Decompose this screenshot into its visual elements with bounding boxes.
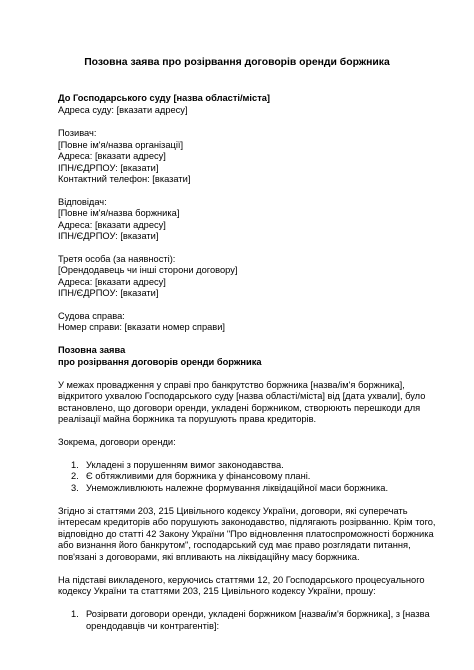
para1-line: відкритого ухвалою Господарського суду [назва області/міста] від [дата ухвали], було	[58, 391, 426, 401]
para3-line: пов'язані з договорами, які впливають на ліквідаційну масу боржника.	[58, 552, 360, 562]
court-heading: До Господарського суду [назва області/міста]	[58, 93, 271, 103]
plaintiff-address: Адреса: [вказати адресу]	[58, 151, 166, 161]
list2-item-line: орендодавців чи контрагентів]:	[86, 621, 220, 631]
para3-line: інтересам кредиторів або порушують законодавство, підлягають розірванню. Крім того,	[58, 517, 436, 527]
defendant-name: [Повне ім'я/назва боржника]	[58, 208, 180, 218]
third-party-name: [Орендодавець чи інші сторони договору]	[58, 265, 238, 275]
para4-line: кодексу України та статтями 203, 215 Цивільного кодексу України, прошу:	[58, 586, 376, 596]
plaintiff-ipn: ІПН/ЄДРПОУ: [вказати]	[58, 163, 159, 173]
court-address: Адреса суду: [вказати адресу]	[58, 105, 188, 115]
defendant-address: Адреса: [вказати адресу]	[58, 220, 166, 230]
list1-number: 1.	[71, 460, 79, 470]
para3-line: або визнання його банкрутом", господарський суд має право розглядати питання,	[58, 540, 411, 550]
list1-item: Укладені з порушенням вимог законодавства.	[86, 460, 284, 470]
defendant-label: Відповідач:	[58, 197, 107, 207]
para4-line: На підставі викладеного, керуючись статтями 12, 20 Господарського процесуального	[58, 575, 425, 585]
para1-line: встановлено, що договори оренди, укладені боржником, створюють перешкоди для	[58, 403, 421, 413]
document-title: Позовна заява про розірвання договорів оренди боржника	[84, 57, 390, 68]
claim-heading-line-2: про розірвання договорів оренди боржника	[58, 357, 262, 367]
para1-line: реалізації майна боржника та порушують права кредиторів.	[58, 414, 317, 424]
plaintiff-name: [Повне ім'я/назва організації]	[58, 140, 184, 150]
list2-item-line: Розірвати договори оренди, укладені боржником [назва/ім'я боржника], з [назва	[86, 609, 430, 619]
list2-number: 1.	[71, 609, 79, 619]
third-party-label: Третя особа (за наявності):	[58, 254, 176, 264]
plaintiff-phone: Контактний телефон: [вказати]	[58, 174, 191, 184]
third-party-ipn: ІПН/ЄДРПОУ: [вказати]	[58, 288, 159, 298]
list1-item: Є обтяжливими для боржника у фінансовому плані.	[86, 471, 311, 481]
case-number: Номер справи: [вказати номер справи]	[58, 322, 226, 332]
list1-number: 2.	[71, 471, 79, 481]
para3-line: відповідно до статті 42 Закону України "Про відновлення платоспроможності боржника	[58, 529, 434, 539]
para3-line: Згідно зі статтями 203, 215 Цивільного кодексу України, договори, які суперечать	[58, 506, 408, 516]
third-party-address: Адреса: [вказати адресу]	[58, 277, 166, 287]
para2: Зокрема, договори оренди:	[58, 437, 176, 447]
case-label: Судова справа:	[58, 311, 125, 321]
list1-item: Унеможливлюють належне формування ліквідаційної маси боржника.	[86, 483, 389, 493]
defendant-ipn: ІПН/ЄДРПОУ: [вказати]	[58, 231, 159, 241]
claim-heading-line-1: Позовна заява	[58, 345, 126, 355]
para1-line: У межах провадження у справі про банкрутство боржника [назва/ім'я боржника],	[58, 380, 405, 390]
plaintiff-label: Позивач:	[58, 128, 97, 138]
list1-number: 3.	[71, 483, 79, 493]
